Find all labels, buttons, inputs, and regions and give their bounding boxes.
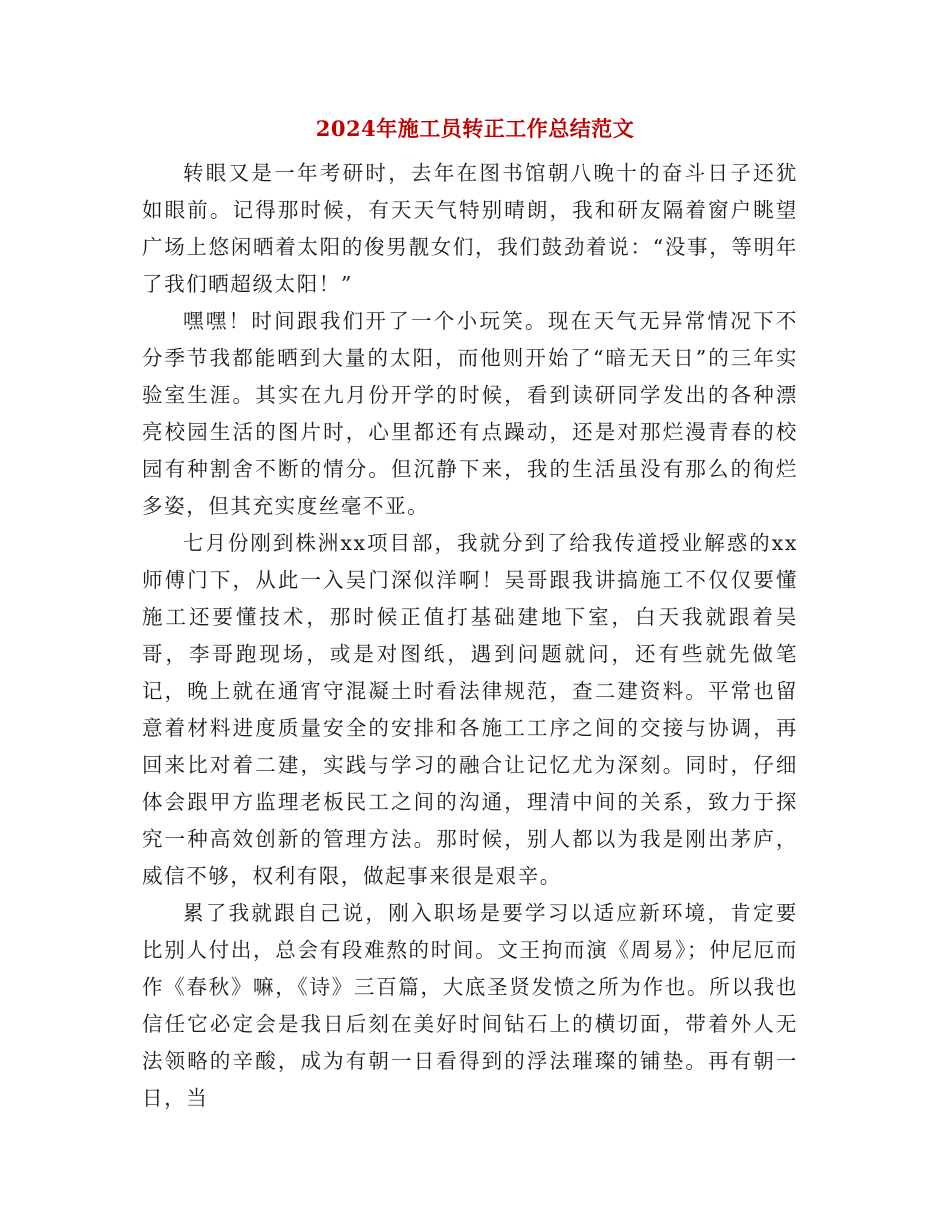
document-title: 2024年施工员转正工作总结范文 bbox=[315, 116, 635, 141]
paragraph-3: 七月份刚到株洲xx项目部，我就分到了给我传道授业解惑的xx师傅门下，从此一入吴门深似洋啊！吴哥跟我讲搞施工不仅仅要懂施工还要懂技术，那时候正值打基础建地下室，白天我就跟着吴哥，李哥跑现场，或是对图纸，遇到问题就问，还有些就先做笔记，晚上就在通宵守混凝土时看法律规范，查二建资料。平常也留意着材料进度质量安全的安排和各施工工序之间的交接与协调，再回来比对着二建，实践与学习的融合让记忆尤为深刻。同时，仔细体会跟甲方监理老板民工之间的沟通，理清中间的关系，致力于探究一种高效创新的管理方法。那时候，别人都以为我是刚出茅庐，威信不够，权利有限，做起事来很是艰辛。 bbox=[142, 531, 798, 888]
paragraph-4: 累了我就跟自己说，刚入职场是要学习以适应新环境，肯定要比别人付出，总会有段难熬的时间。文王拘而演《周易》；仲尼厄而作《春秋》嘛，《诗》三百篇，大底圣贤发愤之所为作也。所以我也信任它必定会是我日后刻在美好时间钻石上的横切面，带着外人无法领略的辛酸，成为有朝一日看得到的浮法璀璨的铺垫。再有朝一日，当 bbox=[142, 901, 798, 1110]
paragraph-1: 转眼又是一年考研时，去年在图书馆朝八晚十的奋斗日子还犹如眼前。记得那时候，有天天气特别晴朗，我和研友隔着窗户眺望广场上悠闲晒着太阳的俊男靓女们，我们鼓劲着说：“没事，等明年了我们晒超级太阳！” bbox=[142, 161, 798, 296]
paragraph-2: 嘿嘿！时间跟我们开了一个小玩笑。现在天气无异常情况下不分季节我都能晒到大量的太阳，而他则开始了“暗无天日”的三年实验室生涯。其实在九月份开学的时候，看到读研同学发出的各种漂亮校园生活的图片时，心里都还有点躁动，还是对那烂漫青春的校园有种割舍不断的情分。但沉静下来，我的生活虽没有那么的徇烂多姿，但其充实度丝毫不亚。 bbox=[142, 309, 798, 518]
document-body bbox=[142, 155, 798, 1117]
